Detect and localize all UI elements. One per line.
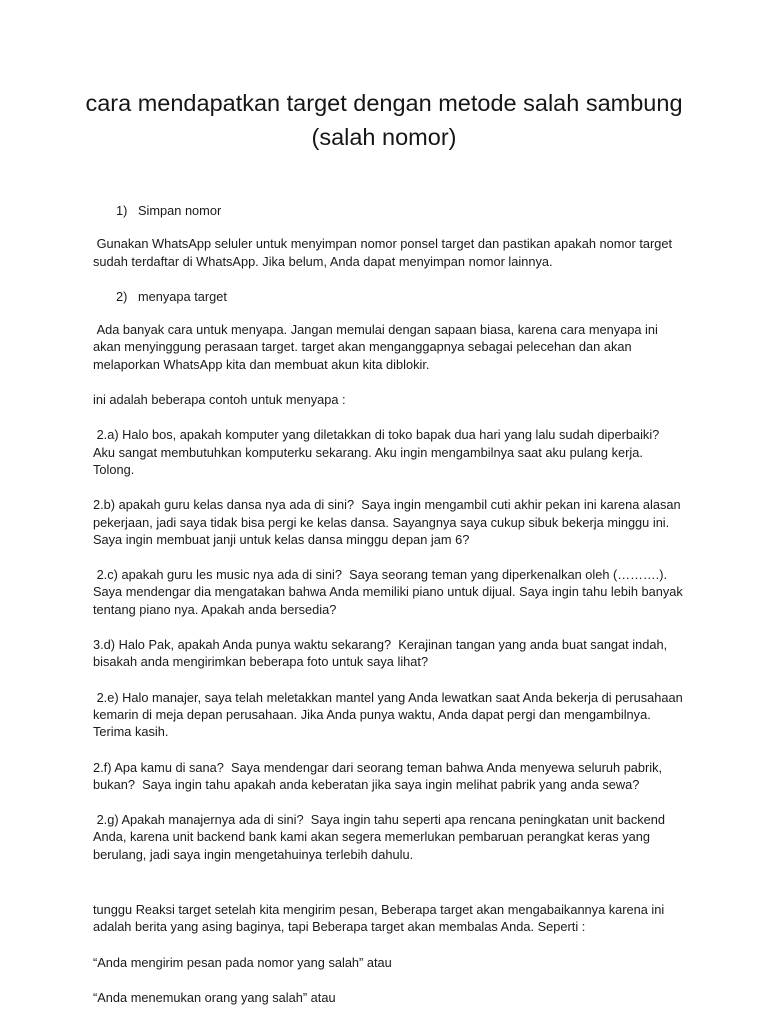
document-title: cara mendapatkan target dengan metode salah sambung (salah nomor) <box>85 90 683 150</box>
list-item-simpan-nomor <box>116 202 683 219</box>
list-number: 2) <box>116 288 128 304</box>
example-2b: 2.b) apakah guru kelas dansa nya ada di sini? Saya ingin mengambil cuti akhir pekan ini karena alasan pekerjaan, jadi saya tidak bisa pergi ke kelas dansa. Sayangnya saya cukup sibuk bekerja minggu ini. Saya ingin membuat janji untuk kelas dansa minggu depan jam 6? <box>93 497 685 547</box>
example-2g: 2.g) Apakah manajernya ada di sini? Saya ingin tahu seperti apa rencana peningkatan unit backend Anda, karena unit backend bank kami akan segera memerlukan pembaruan perangkat keras yang berulang, jadi saya ingin mengetahuinya terlebih dahulu. <box>93 812 668 862</box>
list-heading: Simpan nomor <box>138 203 222 218</box>
closing-paragraph: tunggu Reaksi target setelah kita mengirim pesan, Beberapa target akan mengabaikannya karena ini adalah berita yang asing baginya, tapi Beberapa target akan membalas Anda. Seperti : <box>93 902 665 935</box>
paragraph-simpan-nomor: Gunakan WhatsApp seluler untuk menyimpan nomor ponsel target dan pastikan apakah nomor target sudah terdaftar di WhatsApp. Jika belum, Anda dapat menyimpan nomor lainnya. <box>93 236 676 269</box>
example-2f: 2.f) Apa kamu di sana? Saya mendengar dari seorang teman bahwa Anda menyewa seluruh pabrik, bukan? Saya ingin tahu apakah anda keberatan jika saya ingin melihat pabrik yang anda sewa? <box>93 759 666 792</box>
quote-wrong-person: “Anda menemukan orang yang salah” atau <box>93 989 336 1005</box>
example-2e: 2.e) Halo manajer, saya telah meletakkan mantel yang Anda lewatkan saat Anda bekerja di perusahaan kemarin di meja depan perusahaan. Jika Anda punya waktu, Anda dapat pergi dan mengambilnya. Terima kasih. <box>93 689 687 740</box>
list-heading: menyapa target <box>138 288 227 304</box>
examples-intro: ini adalah beberapa contoh untuk menyapa : <box>93 392 346 408</box>
document-body <box>93 202 687 1006</box>
paragraph-menyapa-target: Ada banyak cara untuk menyapa. Jangan memulai dengan sapaan biasa, karena cara menyapa ini akan menyinggung perasaan target. target akan menganggapnya sebagai pelecehan dan akan melaporkan WhatsApp kita dan membuat akun kita diblokir. <box>93 322 662 372</box>
example-2c: 2.c) apakah guru les music nya ada di sini? Saya seorang teman yang diperkenalkan oleh (……….). Saya mendengar dia mengatakan bahwa Anda memiliki piano untuk dijual. Saya ingin tahu lebih banyak tentang piano nya. Apakah anda bersedia? <box>93 567 687 617</box>
example-3d: 3.d) Halo Pak, apakah Anda punya waktu sekarang? Kerajinan tangan yang anda buat sangat indah, bisakah anda mengirimkan beberapa foto untuk saya lihat? <box>93 637 671 670</box>
example-2a: 2.a) Halo bos, apakah komputer yang diletakkan di toko bapak dua hari yang lalu sudah diperbaiki? Aku sangat membutuhkan komputerku sekarang. Aku ingin mengambilnya saat aku pulang kerja. Tolong. <box>93 427 663 477</box>
list-number: 1) <box>116 203 128 218</box>
list-item-menyapa-target <box>116 288 683 305</box>
quote-wrong-number: “Anda mengirim pesan pada nomor yang salah” atau <box>93 954 392 970</box>
